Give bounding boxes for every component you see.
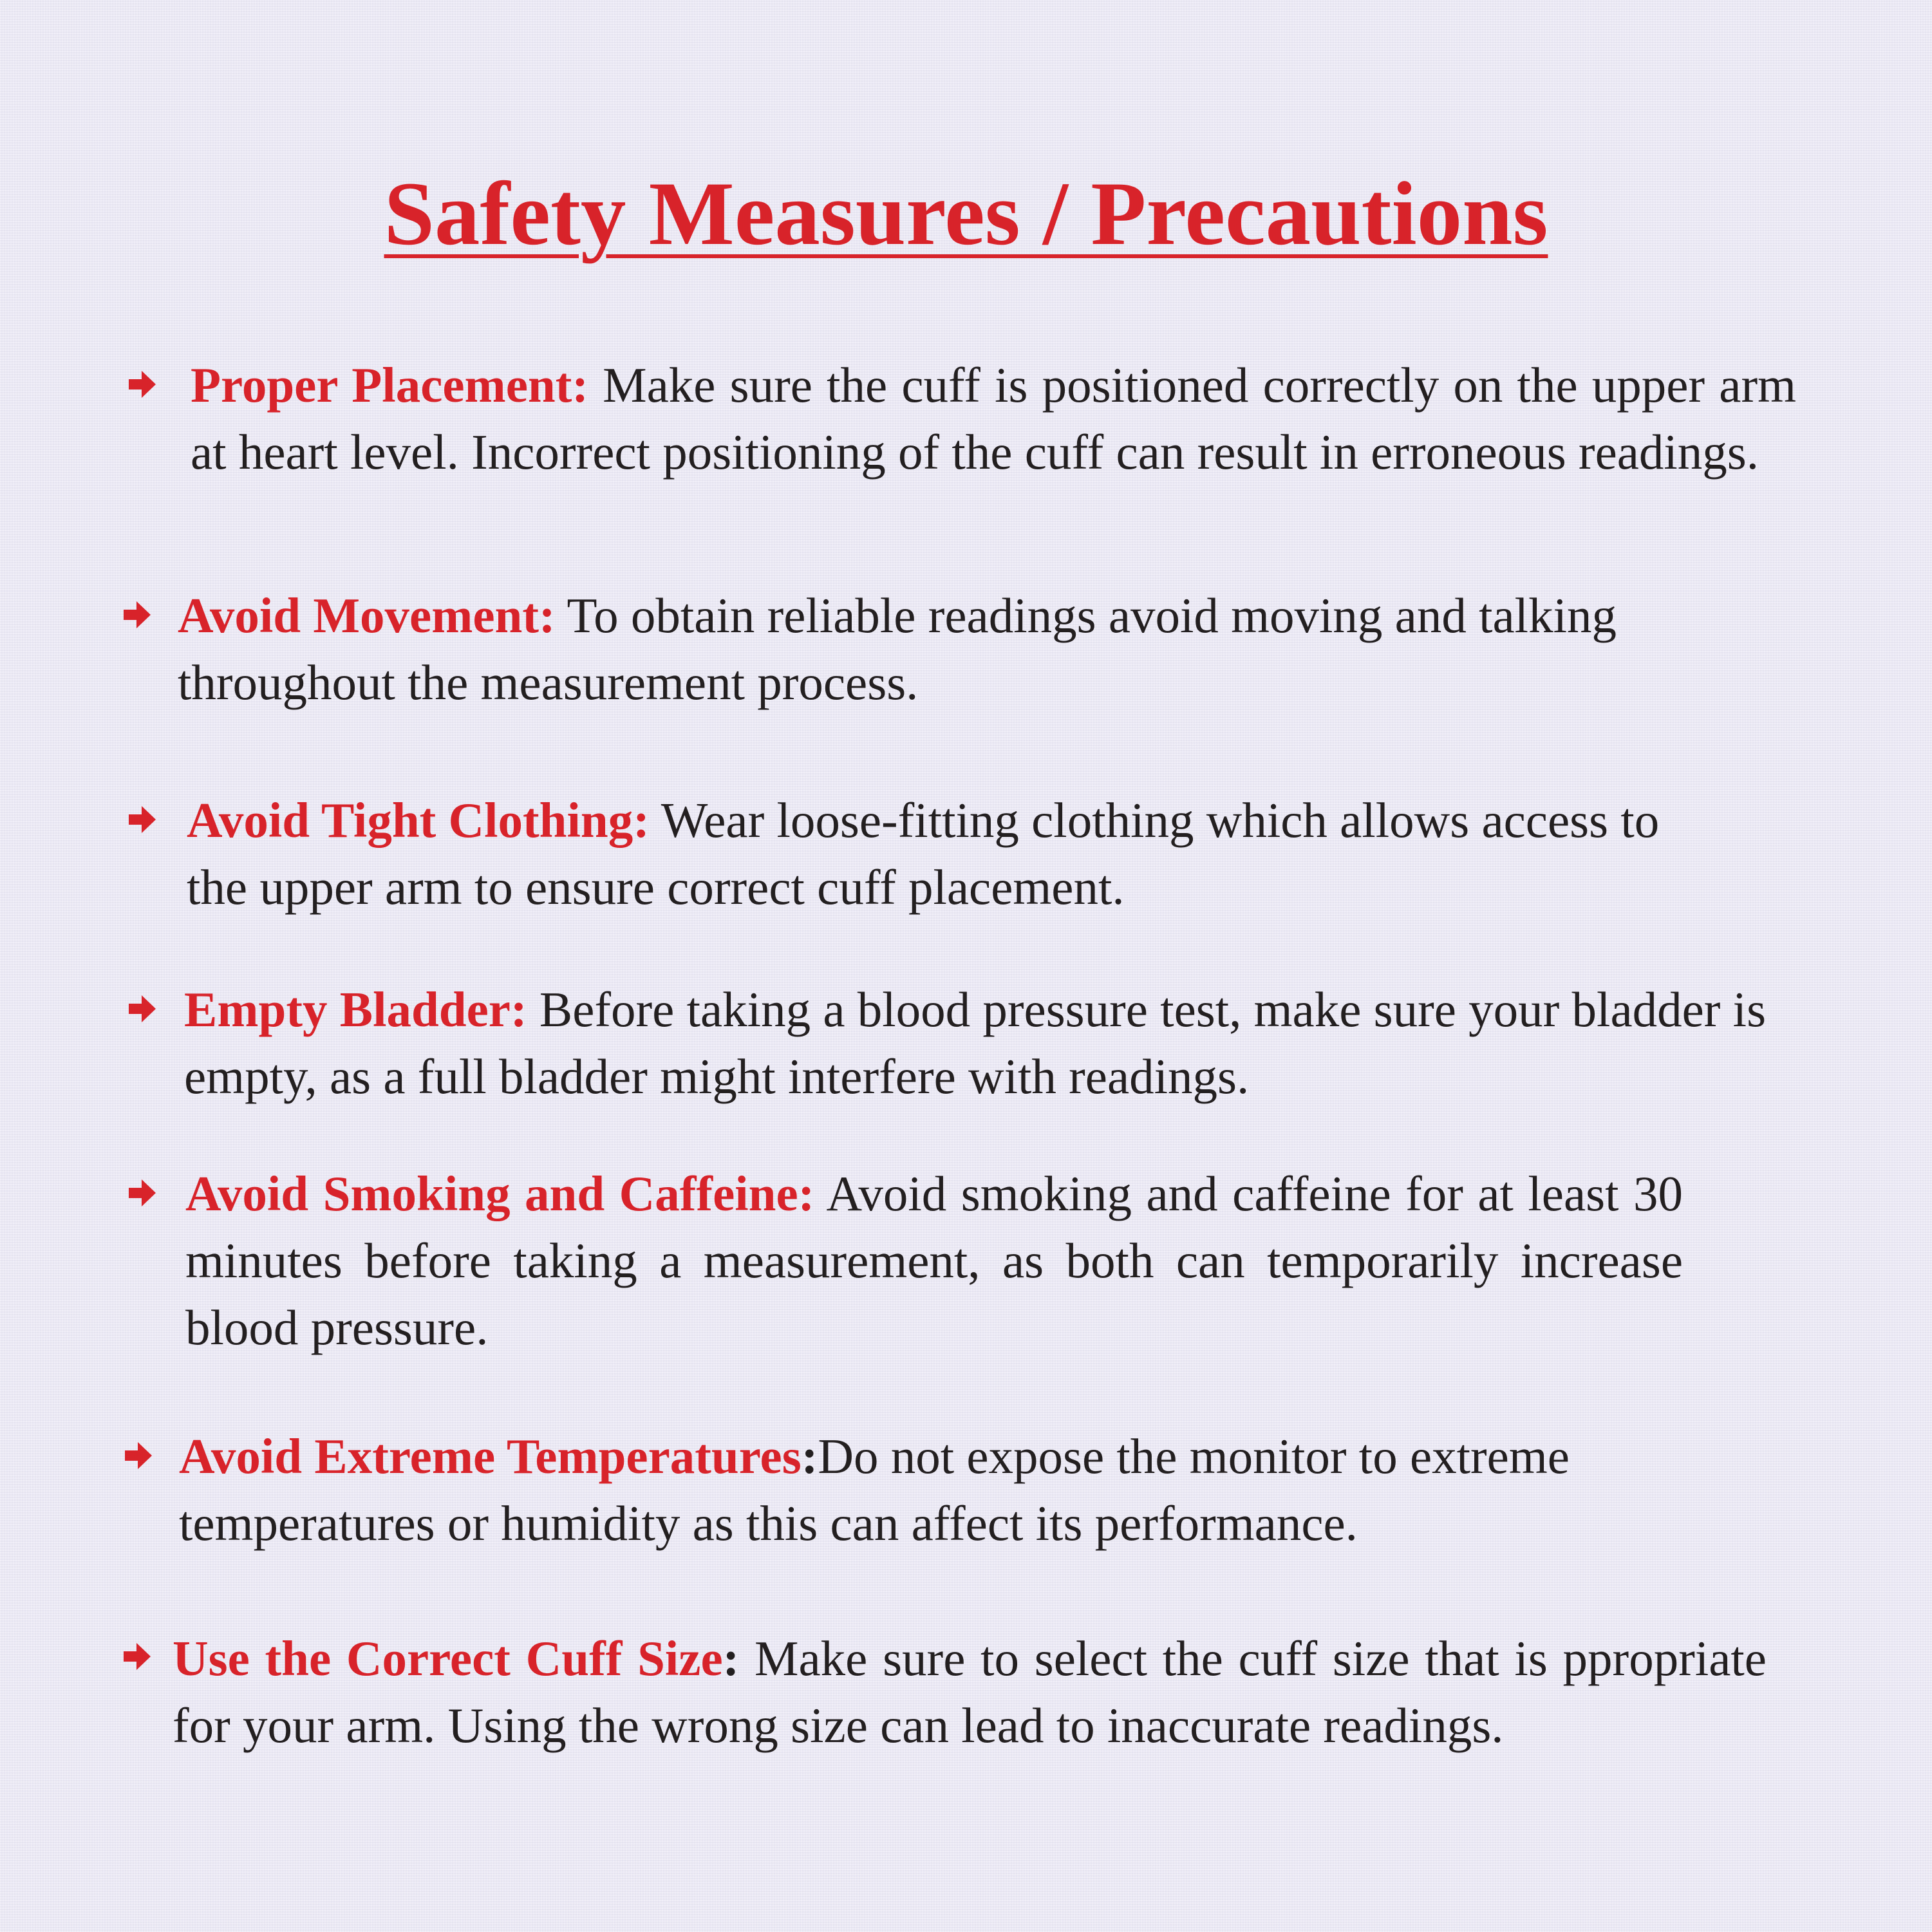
item-label: Proper Placement: — [191, 357, 588, 413]
list-item — [178, 582, 1710, 716]
item-description: Avoid smoking and caffeine for at least 30 minutes before taking a measurement, as both can temporarily increase blood pressure. — [185, 1166, 1683, 1355]
item-label: Empty Bladder: — [184, 982, 527, 1037]
item-label: Avoid Movement: — [178, 588, 556, 643]
item-description: Make sure the cuff is positioned correctly on the upper arm at heart level. Incorrect positioning of the cuff can result in erroneous readings. — [191, 357, 1796, 480]
list-item — [191, 352, 1796, 485]
item-label-colon: : — [722, 1631, 740, 1686]
list-item — [173, 1625, 1767, 1759]
item-label: Avoid Smoking and Caffeine: — [185, 1166, 815, 1221]
list-item — [187, 787, 1719, 921]
list-item — [184, 976, 1806, 1110]
arrow-right-icon — [127, 1178, 157, 1208]
item-description: Make sure to select the cuff size that is ppropriate for your arm. Using the wrong size can lead to inaccurate readings. — [173, 1631, 1767, 1753]
item-label: Avoid Extreme Temperatures — [179, 1429, 802, 1484]
list-item — [179, 1423, 1827, 1557]
page-title-text: Safety Measures / Precautions — [384, 164, 1548, 264]
arrow-right-icon — [127, 805, 157, 834]
arrow-right-icon — [122, 1642, 152, 1671]
item-label-colon: : — [801, 1429, 818, 1484]
arrow-right-icon — [127, 994, 157, 1024]
item-description: Do not expose the monitor to extreme temperatures or humidity as this can affect its performance. — [179, 1429, 1570, 1551]
item-label: Avoid Tight Clothing: — [187, 792, 650, 848]
arrow-right-icon — [127, 370, 157, 399]
item-description: Before taking a blood pressure test, make sure your bladder is empty, as a full bladder might interfere with readings. — [184, 982, 1767, 1104]
arrow-right-icon — [122, 600, 152, 630]
page-title — [0, 162, 1932, 265]
item-description: To obtain reliable readings avoid moving and talking throughout the measurement process. — [178, 588, 1617, 710]
item-description: Wear loose-fitting clothing which allows access to the upper arm to ensure correct cuff placement. — [187, 792, 1660, 915]
item-label: Use the Correct Cuff Size — [173, 1631, 723, 1686]
list-item — [185, 1160, 1683, 1361]
arrow-right-icon — [124, 1441, 153, 1470]
